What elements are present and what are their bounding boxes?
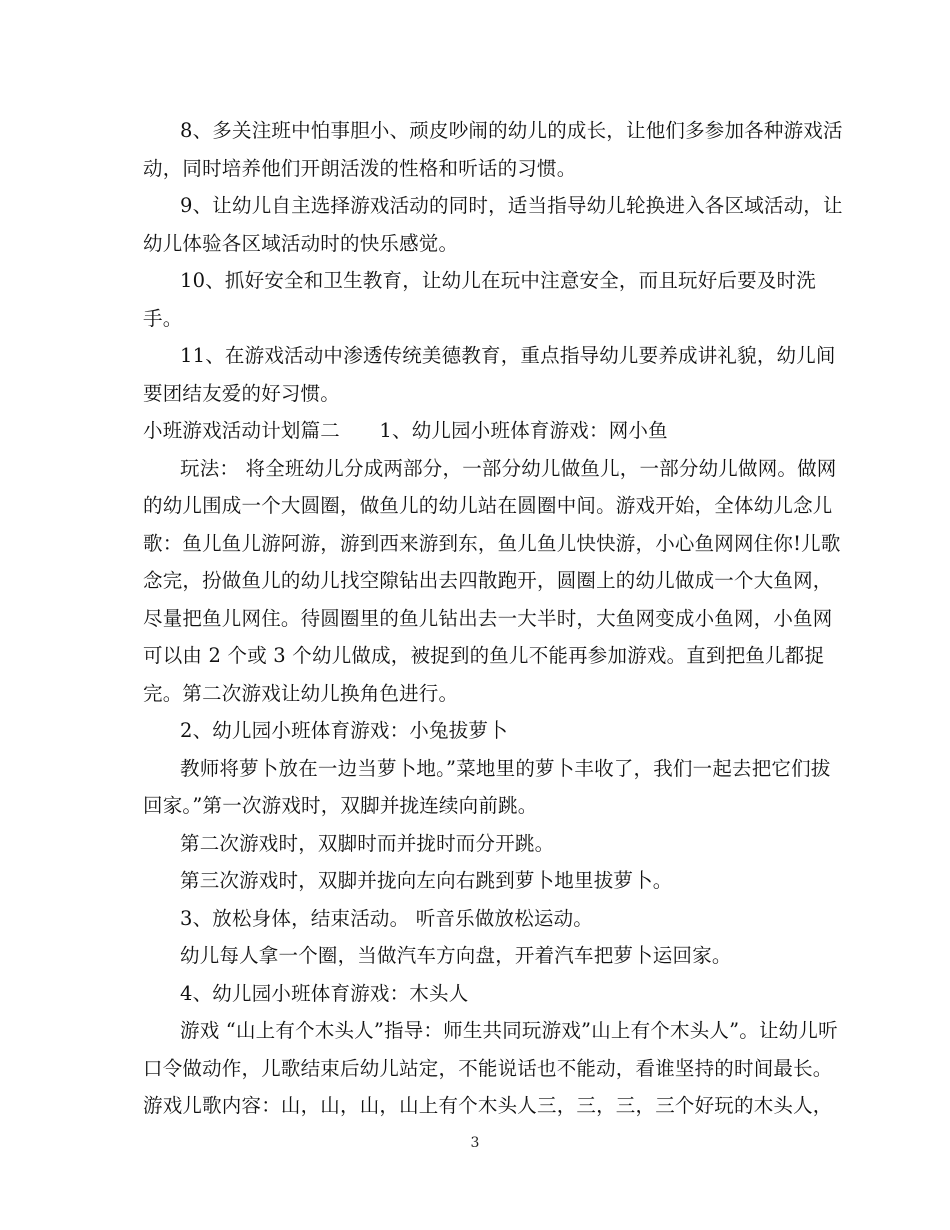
paragraph-line: 第三次游戏时，双脚并拢向左向右跳到萝卜地里拔萝卜。 <box>180 869 673 892</box>
paragraph-line: 要团结友爱的好习惯。 <box>143 381 341 405</box>
section-heading-line: 小班游戏活动计划篇二 1、幼儿园小班体育游戏：网小鱼 <box>143 419 668 442</box>
paragraph-line: 玩法： 将全班幼儿分成两部分，一部分幼儿做鱼儿，一部分幼儿做网。做网 <box>180 456 837 480</box>
paragraph-line: 10、抓好安全和卫生教育，让幼儿在玩中注意安全，而且玩好后要及时洗 <box>180 269 816 292</box>
paragraph-line: 念完，扮做鱼儿的幼儿找空隙钻出去四散跑开，圆圈上的幼儿做成一个大鱼网， <box>143 569 833 592</box>
paragraph-line: 幼儿体验各区域活动时的快乐感觉。 <box>143 231 459 255</box>
paragraph-line: 幼儿每人拿一个圈，当做汽车方向盘，开着汽车把萝卜运回家。 <box>180 944 732 967</box>
paragraph-line: 回家。”第一次游戏时，双脚并拢连续向前跳。 <box>143 794 538 817</box>
paragraph-line: 游戏 “山上有个木头人”指导：师生共同玩游戏”山上有个木头人”。让幼儿听 <box>180 1019 838 1042</box>
paragraph-line: 尽量把鱼儿网住。待圆圈里的鱼儿钻出去一大半时，大鱼网变成小鱼网，小鱼网 <box>143 606 833 630</box>
page-number: 3 <box>470 1135 480 1151</box>
paragraph-line: 教师将萝卜放在一边当萝卜地。”菜地里的萝卜丰收了，我们一起去把它们拔 <box>180 756 831 780</box>
paragraph-line: 歌：鱼儿鱼儿游阿游，游到西来游到东，鱼儿鱼儿快快游，小心鱼网网住你!儿歌 <box>143 531 841 555</box>
subheading-line: 2、幼儿园小班体育游戏：小兔拔萝卜 <box>180 719 508 742</box>
paragraph-line: 动，同时培养他们开朗活泼的性格和听话的习惯。 <box>143 156 577 180</box>
paragraph-line: 手。 <box>143 306 183 330</box>
paragraph-line: 可以由 2 个或 3 个幼儿做成，被捉到的鱼儿不能再参加游戏。直到把鱼儿都捉 <box>143 644 825 667</box>
paragraph-line: 完。第二次游戏让幼儿换角色进行。 <box>143 681 459 705</box>
paragraph-line: 第二次游戏时，双脚时而并拢时而分开跳。 <box>180 831 555 855</box>
paragraph-line: 8、多关注班中怕事胆小、顽皮吵闹的幼儿的成长，让他们多参加各种游戏活 <box>180 119 843 142</box>
paragraph-line: 口令做动作，儿歌结束后幼儿站定，不能说话也不能动，看谁坚持的时间最长。 <box>143 1056 833 1080</box>
paragraph-line: 11、在游戏活动中渗透传统美德教育，重点指导幼儿要养成讲礼貌，幼儿间 <box>180 344 836 367</box>
paragraph-line: 游戏儿歌内容：山，山，山，山上有个木头人三，三，三，三个好玩的木头人， <box>143 1094 833 1117</box>
subheading-line: 3、放松身体，结束活动。 听音乐做放松运动。 <box>180 906 594 930</box>
paragraph-line: 的幼儿围成一个大圆圈，做鱼儿的幼儿站在圆圈中间。游戏开始，全体幼儿念儿 <box>143 494 833 517</box>
subheading-line: 4、幼儿园小班体育游戏：木头人 <box>180 981 469 1005</box>
document-body <box>143 112 843 1125</box>
paragraph-line: 9、让幼儿自主选择游戏活动的同时，适当指导幼儿轮换进入各区域活动，让 <box>180 194 843 217</box>
